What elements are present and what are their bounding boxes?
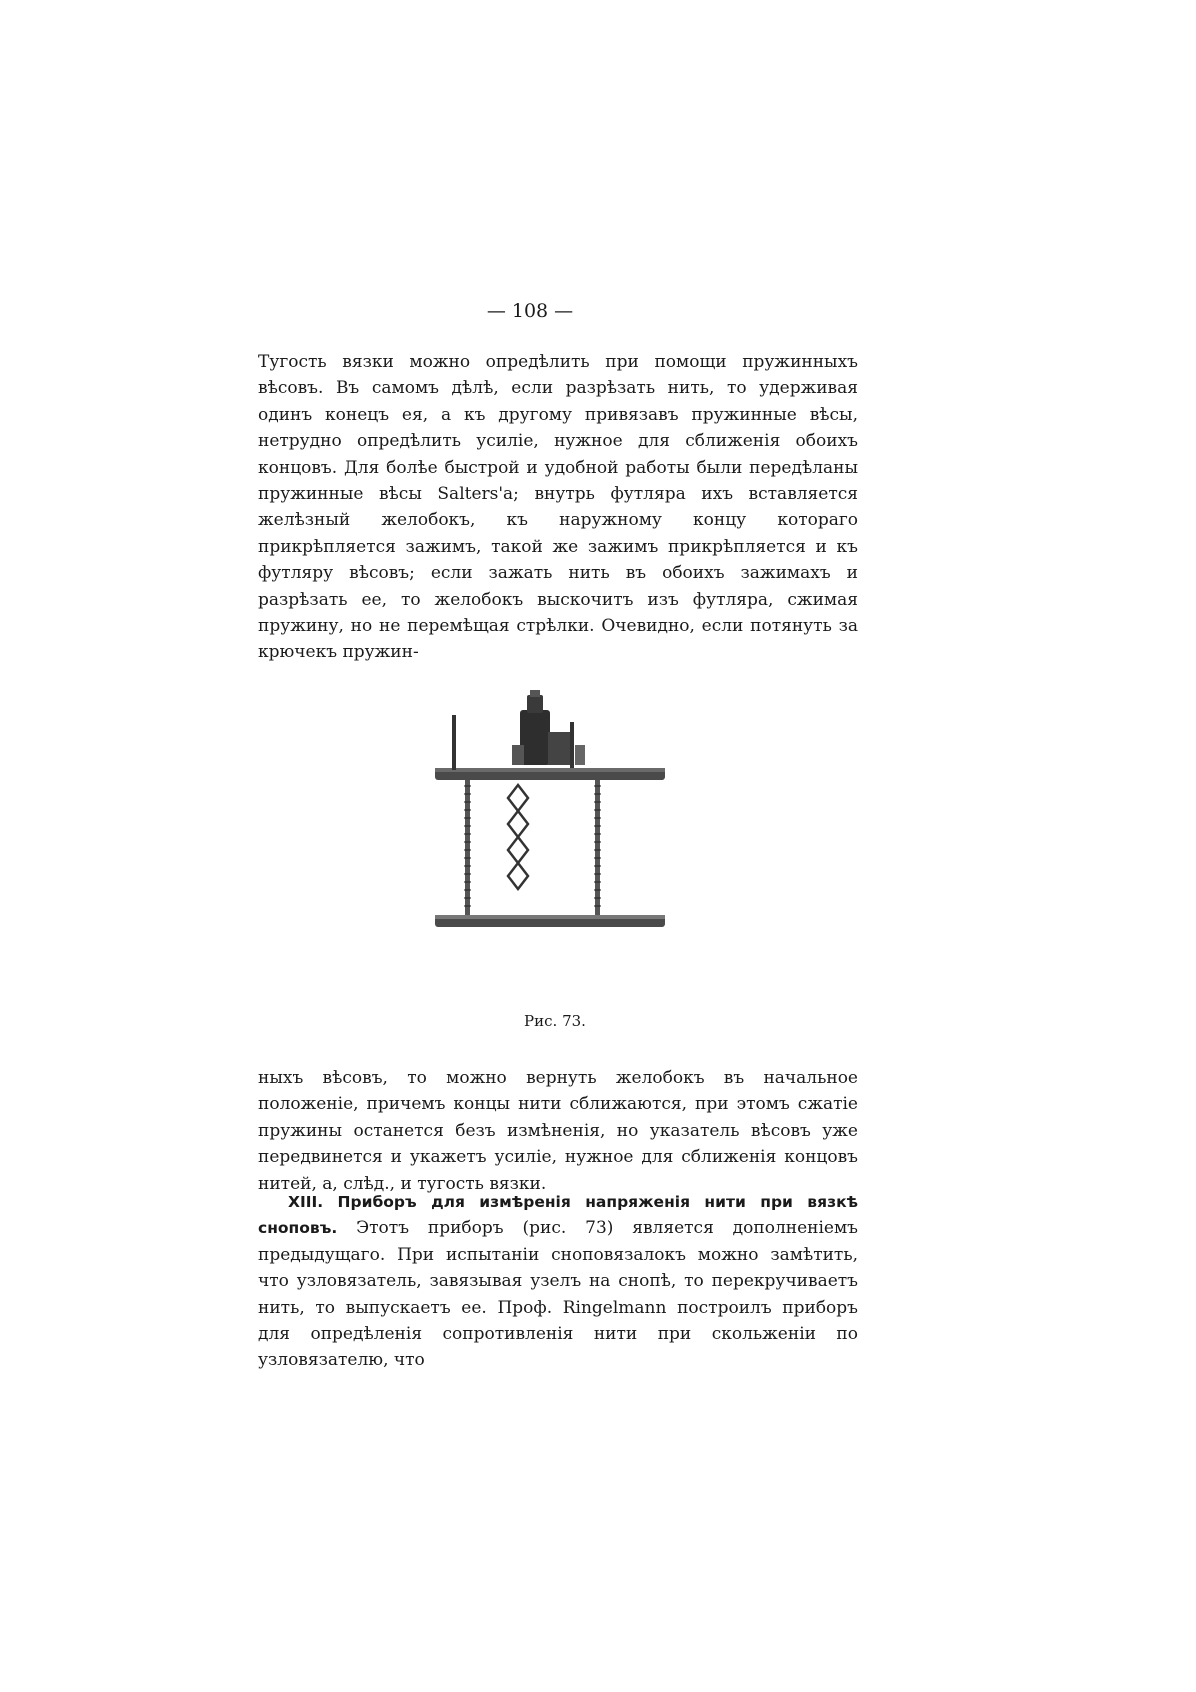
paragraph-text: Тугость вязки можно опредѣлить при помощи пружинныхъ вѣсовъ. Въ самомъ дѣлѣ, если разрѣзать нить, то удерживая одинъ конецъ ея, а къ другому привязавъ пружинные вѣсы, нетрудно опредѣлить усиліе, нужное для сближенія обоихъ концовъ. Для болѣе быстрой и удобной работы были передѣланы пружинные вѣсы Salters'а; внутрь футляра ихъ вставляется желѣзный желобокъ, къ наружному концу котораго прикрѣпляется зажимъ, такой же зажимъ прикрѣпляется и къ футляру вѣсовъ; если зажать нить въ обоихъ зажимахъ и разрѣзать ее, то желобокъ выскочитъ изъ футляра, сжимая пружину, но не перемѣщая стрѣлки. Очевидно, если потянуть за крючекъ пружин- (258, 352, 858, 663)
paragraph-2 (258, 1065, 858, 1197)
page-number: — 108 — (486, 300, 574, 322)
section-heading: XIII. Приборъ для измѣренія напряженія нити при вязкѣ сноповъ. (258, 1193, 858, 1238)
figure-73-apparatus (430, 690, 680, 960)
paragraph-text: ныхъ вѣсовъ, то можно вернуть желобокъ въ начальное положеніе, причемъ концы нити сближаются, при этомъ сжатіе пружины останется безъ измѣненія, но указатель вѣсовъ уже передвинется и укажетъ усиліе, нужное для сближенія концовъ нитей, а, слѣд., и тугость вязки. (258, 1068, 858, 1194)
spring-scale-apparatus-illustration (430, 690, 680, 960)
section-xiii (258, 1189, 858, 1374)
figure-caption: Рис. 73. (524, 1012, 586, 1030)
section-text: Этотъ приборъ (рис. 73) является дополненіемъ предыдущаго. При испытаніи сноповязалокъ можно замѣтить, что узловязатель, завязывая узелъ на снопѣ, то перекручиваетъ нить, то выпускаетъ ее. Проф. Ringelmann построилъ приборъ для опредѣленія сопротивленія нити при скольженіи по узловязателю, что (258, 1218, 858, 1371)
paragraph-1 (258, 349, 858, 666)
